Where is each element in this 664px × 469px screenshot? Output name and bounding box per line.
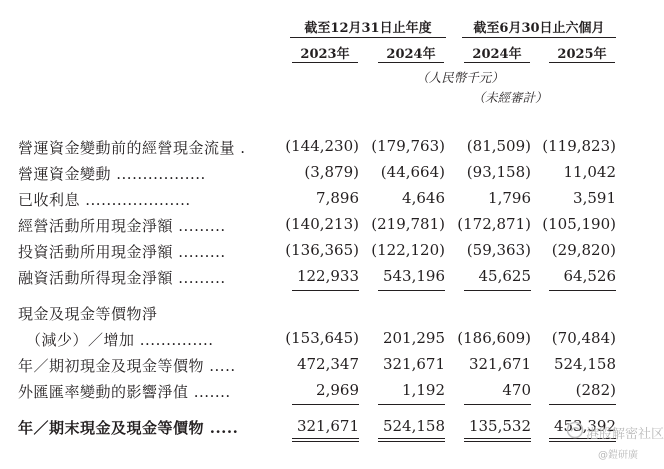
row-value: (44,664)	[380, 163, 445, 181]
unit-note: （人民幣千元）	[416, 70, 504, 85]
total-double-rule	[464, 441, 531, 442]
row-value: (282)	[575, 381, 616, 399]
row-label-interest-received: 已收利息 ....................	[18, 191, 191, 209]
row-value: (93,158)	[466, 163, 531, 181]
year-rule-2025-6m	[549, 62, 615, 63]
row-value: 1,796	[488, 189, 531, 207]
row-value-total: 135,532	[468, 417, 531, 435]
watermark-logo-icon	[566, 421, 584, 439]
row-value: (140,213)	[285, 215, 359, 233]
row-label-opening-cash: 年／期初現金及現金等價物 .....	[18, 357, 236, 375]
total-double-rule	[464, 438, 531, 439]
year-rule-2024-6m	[464, 62, 530, 63]
row-value: 201,295	[382, 329, 445, 347]
row-label-net-financing: 融資活動所得現金淨額 .........	[18, 269, 226, 287]
row-label-wc-change: 營運資金變動 .................	[18, 165, 206, 183]
row-label-net-change-line1: 現金及現金等價物淨	[18, 305, 158, 323]
subtotal-rule	[378, 290, 445, 291]
row-value: 321,671	[382, 355, 445, 373]
row-value: 470	[502, 381, 531, 399]
row-value: 3,591	[573, 189, 616, 207]
row-label-net-change-line2: （減少）／增加 ..............	[26, 331, 214, 349]
audit-note: （未經審計）	[472, 90, 548, 105]
row-label-fx-effect: 外匯匯率變動的影響淨值 .......	[18, 383, 231, 401]
row-value: (59,363)	[466, 241, 531, 259]
total-top-rule	[549, 404, 616, 405]
row-value: 64,526	[563, 267, 616, 285]
header-rule-6m	[462, 37, 616, 38]
row-label-net-operating: 經營活動所用現金淨額 .........	[18, 217, 226, 235]
total-top-rule	[378, 404, 445, 405]
total-double-rule	[292, 438, 359, 439]
row-value: (179,763)	[371, 137, 445, 155]
row-value: (70,484)	[551, 329, 616, 347]
row-value: (119,823)	[542, 137, 616, 155]
header-rule-fy	[290, 37, 446, 38]
row-value: (153,645)	[285, 329, 359, 347]
row-value: 524,158	[553, 355, 616, 373]
total-double-rule	[378, 438, 445, 439]
row-value: (144,230)	[285, 137, 359, 155]
subtotal-rule	[549, 290, 616, 291]
total-top-rule	[464, 404, 531, 405]
row-value: (186,609)	[457, 329, 531, 347]
row-value: (172,871)	[457, 215, 531, 233]
row-value: 543,196	[382, 267, 445, 285]
subtotal-rule	[464, 290, 531, 291]
row-value: (3,879)	[304, 163, 359, 181]
watermark-text: 港股解密社区	[586, 427, 664, 442]
row-value: (136,365)	[285, 241, 359, 259]
row-value: (81,509)	[466, 137, 531, 155]
period-header-6m: 截至6月30日止六個月	[473, 21, 605, 36]
total-double-rule	[292, 441, 359, 442]
row-label-closing-cash: 年／期末現金及現金等價物 .....	[18, 419, 239, 437]
total-double-rule	[378, 441, 445, 442]
year-rule-2023	[292, 62, 358, 63]
row-value: 321,671	[468, 355, 531, 373]
year-2023: 2023年	[300, 47, 350, 62]
row-value: (122,120)	[371, 241, 445, 259]
row-value: 4,646	[402, 189, 445, 207]
row-label-operating-before-wc: 營運資金變動前的經營現金流量 .	[18, 139, 246, 157]
row-value-total: 524,158	[382, 417, 445, 435]
row-value: 45,625	[478, 267, 531, 285]
row-value-total: 453,392	[553, 417, 616, 435]
total-top-rule	[292, 404, 359, 405]
year-2024-fy: 2024年	[386, 47, 436, 62]
row-value: 2,969	[316, 381, 359, 399]
year-2025-6m: 2025年	[557, 47, 607, 62]
row-value: (105,190)	[542, 215, 616, 233]
row-value: 11,042	[563, 163, 616, 181]
row-value: 122,933	[296, 267, 359, 285]
watermark-handle: @鎧研廣	[598, 450, 638, 461]
year-2024-6m: 2024年	[472, 47, 522, 62]
row-value-total: 321,671	[296, 417, 359, 435]
row-value: 1,192	[402, 381, 445, 399]
row-value: (219,781)	[371, 215, 445, 233]
year-rule-2024-fy	[378, 62, 444, 63]
row-value: 472,347	[296, 355, 359, 373]
row-value: 7,896	[316, 189, 359, 207]
period-header-fy: 截至12月31日止年度	[304, 21, 432, 36]
row-value: (29,820)	[551, 241, 616, 259]
row-label-net-investing: 投資活動所用現金淨額 .........	[18, 243, 226, 261]
subtotal-rule	[292, 290, 359, 291]
